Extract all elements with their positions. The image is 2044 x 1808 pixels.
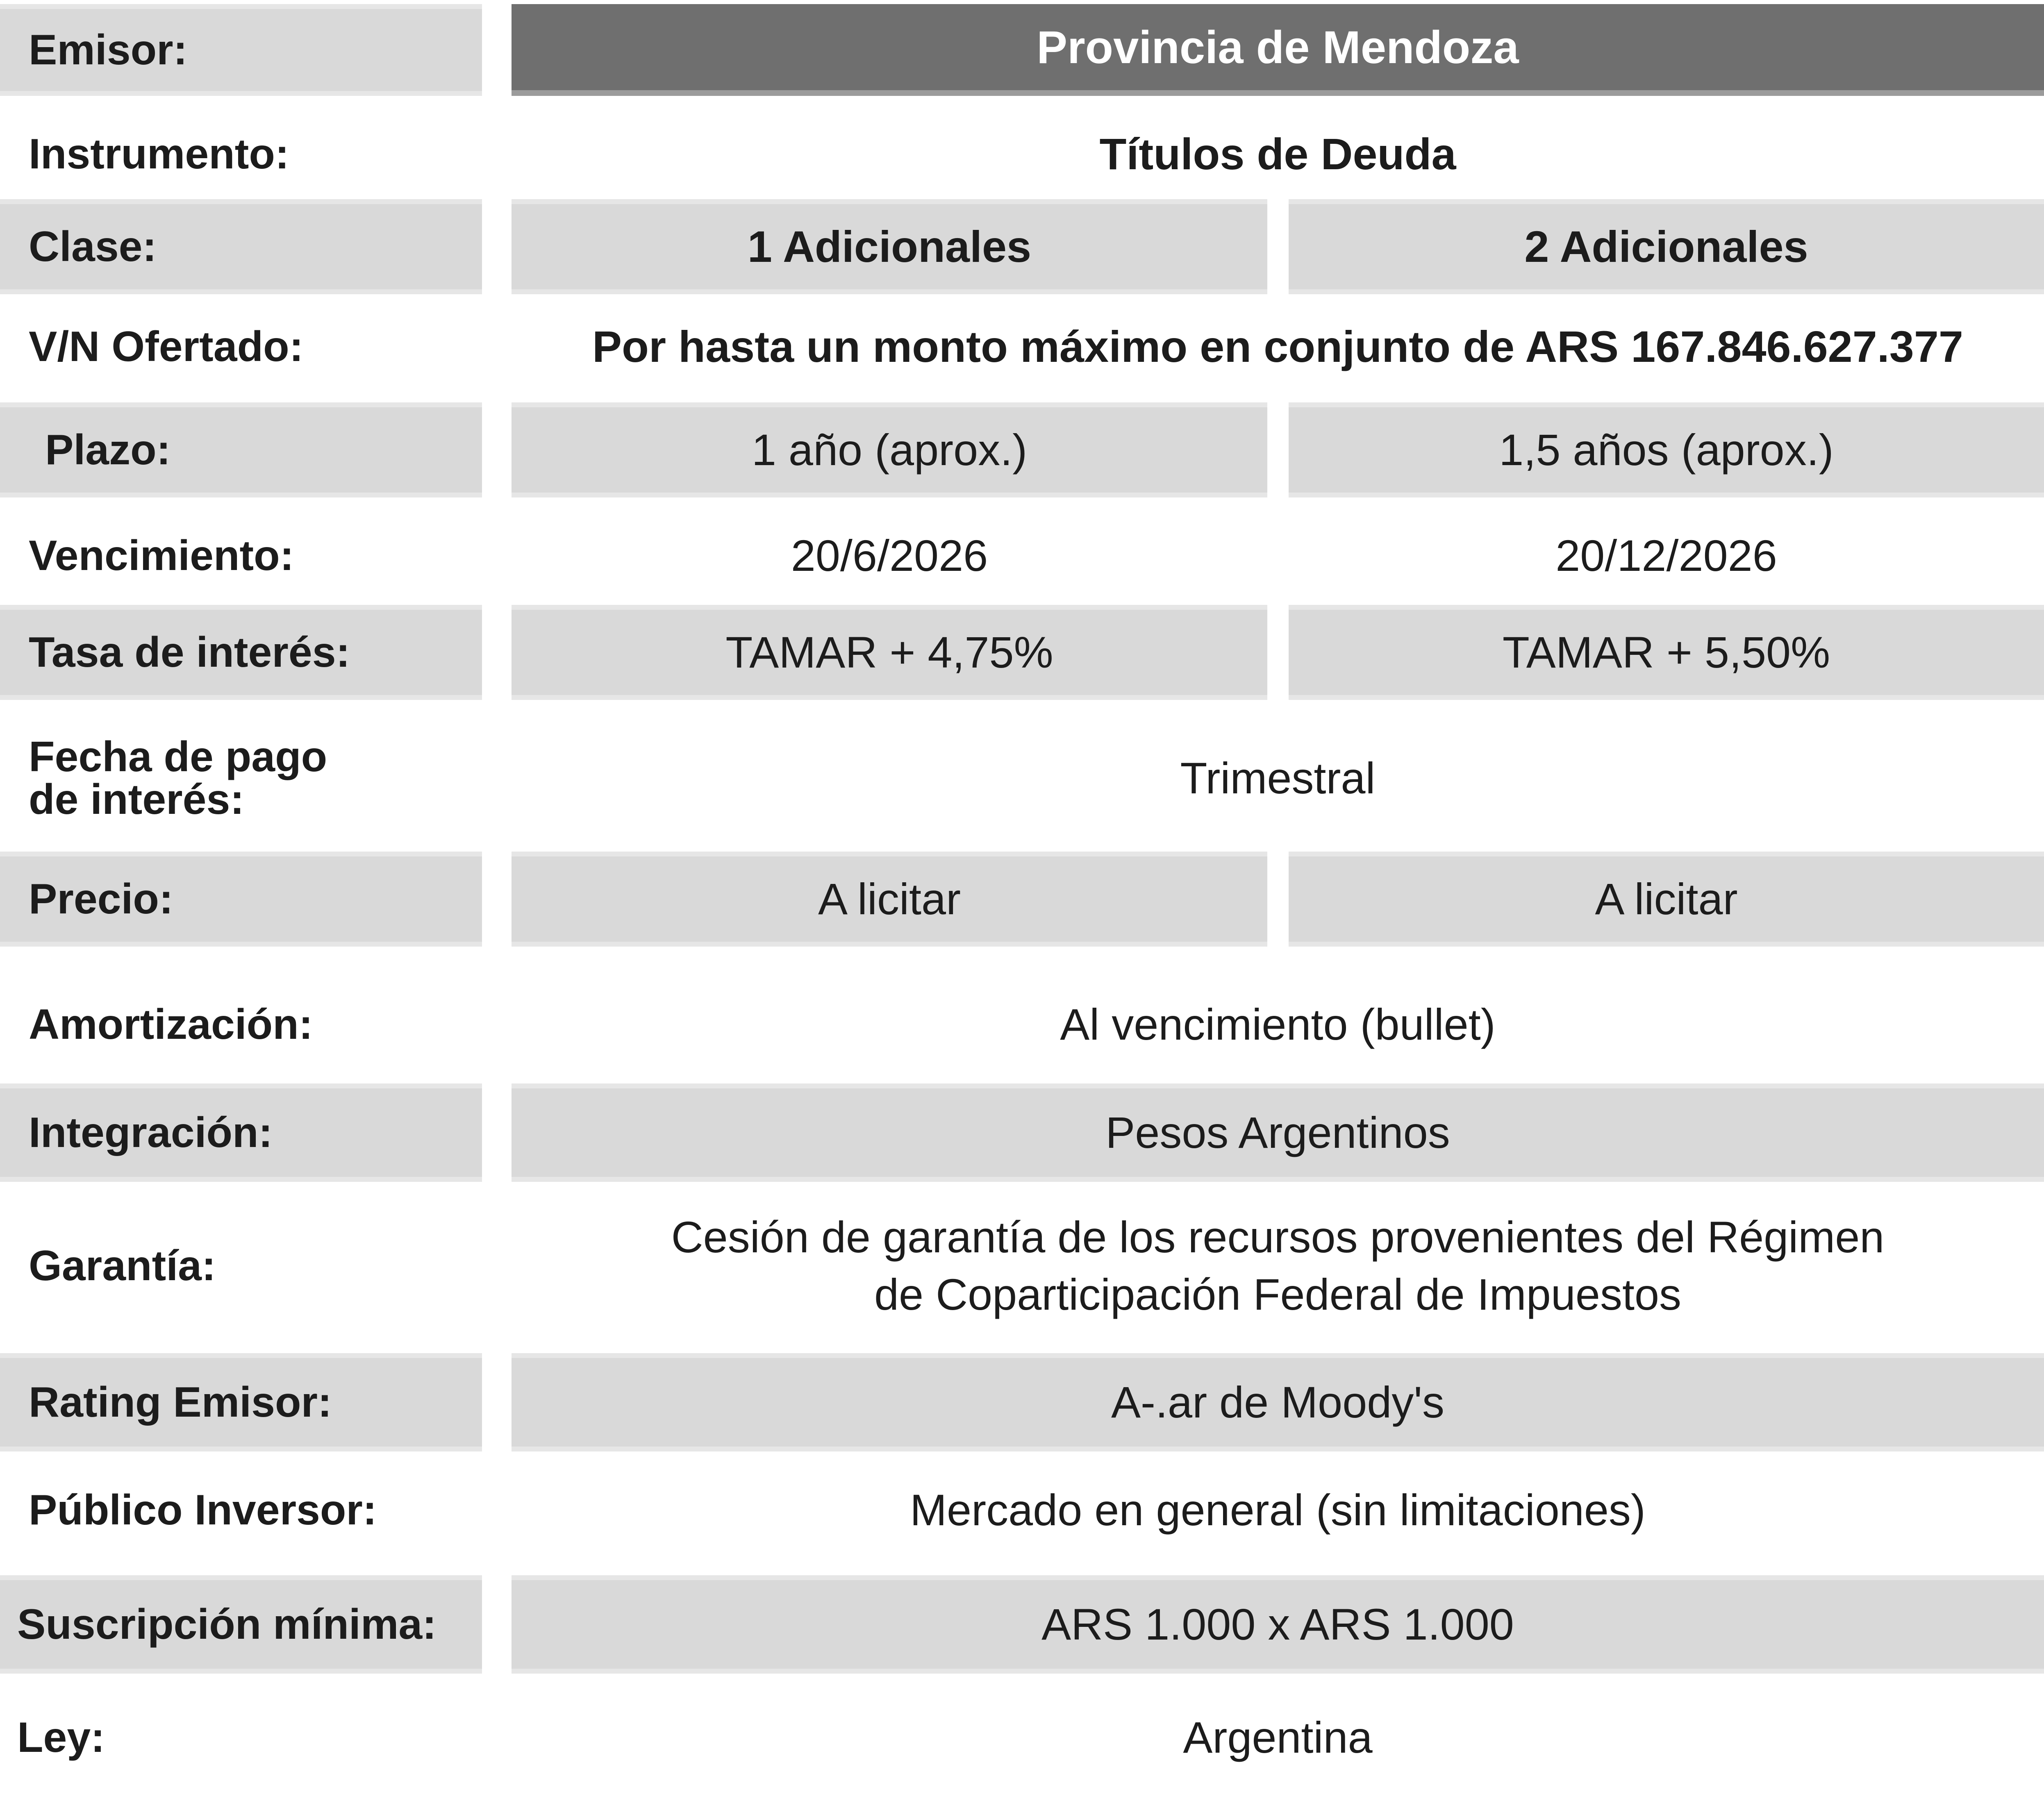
integration-value: Pesos Argentinos — [512, 1083, 2044, 1182]
offered-value: Por hasta un monto máximo en conjunto de ARS 167.846.627.377 — [592, 321, 1963, 371]
maturity-col2: 20/12/2026 — [1555, 530, 1777, 580]
row-min-subscription — [0, 1575, 2044, 1674]
instrument-value: Títulos de Deuda — [1099, 129, 1456, 179]
rate-col1: TAMAR + 4,75% — [512, 605, 1267, 700]
issuer-label: Emisor: — [0, 4, 482, 96]
class-col2: 2 Adicionales — [1289, 199, 2044, 294]
guarantee-value-line1: Cesión de garantía de los recursos provenientes del Régimen — [671, 1212, 1885, 1262]
law-label: Ley: — [17, 1714, 105, 1761]
row-amortization — [0, 967, 2044, 1082]
interest-payment-label — [0, 706, 482, 850]
guarantee-value-line2: de Coparticipación Federal de Impuestos — [874, 1270, 1682, 1319]
maturity-label: Vencimiento: — [29, 532, 294, 579]
row-rating — [0, 1353, 2044, 1451]
class-col1: 1 Adicionales — [512, 199, 1267, 294]
price-col2: A licitar — [1289, 852, 2044, 947]
min-subscription-label: Suscripción mínima: — [0, 1575, 482, 1674]
row-instrument — [0, 109, 2044, 199]
row-price — [0, 852, 2044, 947]
instrument-label: Instrumento: — [29, 130, 289, 178]
maturity-col1: 20/6/2026 — [791, 530, 988, 580]
rating-label: Rating Emisor: — [0, 1353, 482, 1451]
guarantee-label: Garantía: — [29, 1242, 216, 1290]
issuer-value: Provincia de Mendoza — [512, 4, 2044, 96]
row-offered — [0, 306, 2044, 388]
row-law — [0, 1692, 2044, 1783]
min-subscription-value: ARS 1.000 x ARS 1.000 — [512, 1575, 2044, 1674]
row-maturity — [0, 515, 2044, 597]
amortization-label: Amortización: — [29, 1001, 313, 1048]
class-label: Clase: — [0, 199, 482, 294]
integration-label: Integración: — [0, 1083, 482, 1182]
price-label: Precio: — [0, 852, 482, 947]
row-rate — [0, 605, 2044, 700]
row-class — [0, 199, 2044, 294]
row-interest-payment — [0, 706, 2044, 850]
term-label: Plazo: — [0, 402, 482, 497]
row-term — [0, 402, 2044, 497]
row-investors — [0, 1467, 2044, 1553]
interest-payment-label-line1: Fecha de pago — [29, 733, 327, 781]
investors-label: Público Inversor: — [29, 1486, 377, 1534]
price-col1: A licitar — [512, 852, 1267, 947]
rating-value: A-.ar de Moody's — [512, 1353, 2044, 1451]
term-col1: 1 año (aprox.) — [512, 402, 1267, 497]
investors-value: Mercado en general (sin limitaciones) — [910, 1485, 1646, 1535]
interest-payment-label-line2: de interés: — [29, 776, 244, 823]
row-issuer — [0, 4, 2044, 96]
amortization-value: Al vencimiento (bullet) — [1060, 999, 1496, 1049]
law-value: Argentina — [1183, 1712, 1373, 1762]
rate-label: Tasa de interés: — [0, 605, 482, 700]
guarantee-value — [512, 1190, 2044, 1342]
interest-payment-value: Trimestral — [1180, 753, 1376, 803]
term-col2: 1,5 años (aprox.) — [1289, 402, 2044, 497]
rate-col2: TAMAR + 5,50% — [1289, 605, 2044, 700]
row-integration — [0, 1083, 2044, 1182]
offered-label: V/N Ofertado: — [29, 323, 304, 370]
row-guarantee — [0, 1190, 2044, 1342]
